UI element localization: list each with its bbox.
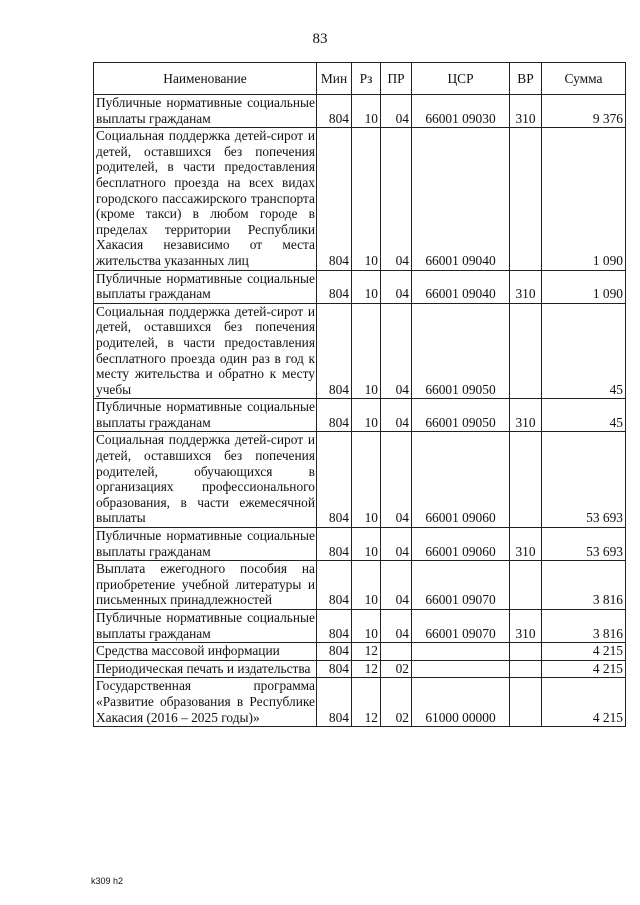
- row-rz: 10: [352, 610, 381, 643]
- row-rz: 10: [352, 270, 381, 303]
- row-pr: 04: [381, 128, 412, 270]
- row-sum: 53 693: [542, 432, 626, 528]
- document-code: k309 h2: [91, 876, 124, 886]
- row-csr: 66001 09030: [412, 95, 510, 128]
- row-rz: 10: [352, 561, 381, 610]
- row-name: Публичные нормативные социальные выплаты гражданам: [94, 399, 317, 432]
- budget-table: [93, 62, 626, 727]
- row-sum: 9 376: [542, 95, 626, 128]
- header-sum: Сумма: [542, 63, 626, 95]
- table-row: [94, 399, 626, 432]
- row-vr: [510, 128, 542, 270]
- table-row: [94, 610, 626, 643]
- row-pr: 04: [381, 399, 412, 432]
- row-vr: 310: [510, 95, 542, 128]
- row-sum: 53 693: [542, 528, 626, 561]
- row-min: 804: [317, 128, 352, 270]
- row-vr: [510, 678, 542, 727]
- row-min: 804: [317, 432, 352, 528]
- table-row: [94, 303, 626, 399]
- row-name: Публичные нормативные социальные выплаты гражданам: [94, 95, 317, 128]
- header-csr: ЦСР: [412, 63, 510, 95]
- row-name: Периодическая печать и издательства: [94, 660, 317, 678]
- header-rz: Рз: [352, 63, 381, 95]
- row-pr: 02: [381, 660, 412, 678]
- row-vr: [510, 303, 542, 399]
- row-vr: [510, 643, 542, 661]
- row-csr: 66001 09050: [412, 399, 510, 432]
- row-vr: 310: [510, 528, 542, 561]
- row-sum: 45: [542, 399, 626, 432]
- row-csr: [412, 660, 510, 678]
- row-min: 804: [317, 270, 352, 303]
- table-row: [94, 528, 626, 561]
- row-sum: 1 090: [542, 128, 626, 270]
- row-name: Государственная программа «Развитие образования в Республике Хакасия (2016 – 2025 годы)»: [94, 678, 317, 727]
- row-name: Средства массовой информации: [94, 643, 317, 661]
- row-csr: 66001 09060: [412, 432, 510, 528]
- table-row: [94, 95, 626, 128]
- row-vr: 310: [510, 399, 542, 432]
- row-sum: 45: [542, 303, 626, 399]
- header-name: Наименование: [94, 63, 317, 95]
- table-row: [94, 128, 626, 270]
- row-min: 804: [317, 643, 352, 661]
- row-min: 804: [317, 399, 352, 432]
- row-name: Социальная поддержка детей-сирот и детей, оставшихся без попечения родителей, в части предоставления бесплатного проезда на всех видах городского пассажирского транспорта (кроме такси) в любом городе в пределах территории Республики Хакасия независимо от места жительства указанных лиц: [94, 128, 317, 270]
- row-vr: 310: [510, 610, 542, 643]
- row-pr: 04: [381, 432, 412, 528]
- header-min: Мин: [317, 63, 352, 95]
- row-csr: 61000 00000: [412, 678, 510, 727]
- row-sum: 3 816: [542, 561, 626, 610]
- table-row: [94, 432, 626, 528]
- row-min: 804: [317, 561, 352, 610]
- row-csr: 66001 09070: [412, 561, 510, 610]
- table-row: [94, 678, 626, 727]
- row-csr: 66001 09040: [412, 270, 510, 303]
- row-rz: 12: [352, 660, 381, 678]
- row-csr: [412, 643, 510, 661]
- row-sum: 4 215: [542, 643, 626, 661]
- table-row: [94, 643, 626, 661]
- row-pr: 04: [381, 528, 412, 561]
- row-pr: 02: [381, 678, 412, 727]
- header-pr: ПР: [381, 63, 412, 95]
- row-name: Публичные нормативные социальные выплаты гражданам: [94, 528, 317, 561]
- table-header-row: [94, 63, 626, 95]
- row-pr: 04: [381, 610, 412, 643]
- row-pr: 04: [381, 561, 412, 610]
- row-rz: 10: [352, 432, 381, 528]
- row-pr: 04: [381, 95, 412, 128]
- row-vr: 310: [510, 270, 542, 303]
- row-pr: 04: [381, 303, 412, 399]
- row-pr: [381, 643, 412, 661]
- table-row: [94, 561, 626, 610]
- row-sum: 4 215: [542, 678, 626, 727]
- row-min: 804: [317, 610, 352, 643]
- row-vr: [510, 432, 542, 528]
- row-rz: 10: [352, 128, 381, 270]
- row-name: Социальная поддержка детей-сирот и детей, оставшихся без попечения родителей, обучающихся в организациях профессионального образования, в части ежемесячной выплаты: [94, 432, 317, 528]
- row-name: Публичные нормативные социальные выплаты гражданам: [94, 270, 317, 303]
- row-rz: 10: [352, 528, 381, 561]
- row-min: 804: [317, 528, 352, 561]
- row-rz: 10: [352, 95, 381, 128]
- row-rz: 12: [352, 678, 381, 727]
- row-min: 804: [317, 303, 352, 399]
- row-name: Публичные нормативные социальные выплаты гражданам: [94, 610, 317, 643]
- row-vr: [510, 660, 542, 678]
- row-sum: 4 215: [542, 660, 626, 678]
- row-min: 804: [317, 678, 352, 727]
- row-rz: 10: [352, 399, 381, 432]
- row-sum: 1 090: [542, 270, 626, 303]
- row-min: 804: [317, 95, 352, 128]
- page-number: 83: [312, 31, 328, 47]
- row-sum: 3 816: [542, 610, 626, 643]
- row-rz: 12: [352, 643, 381, 661]
- row-rz: 10: [352, 303, 381, 399]
- row-name: Выплата ежегодного пособия на приобретение учебной литературы и письменных принадлежностей: [94, 561, 317, 610]
- row-pr: 04: [381, 270, 412, 303]
- table-row: [94, 660, 626, 678]
- row-min: 804: [317, 660, 352, 678]
- row-name: Социальная поддержка детей-сирот и детей, оставшихся без попечения родителей, в части предоставления бесплатного проезда один раз в год к месту жительства и обратно к месту учебы: [94, 303, 317, 399]
- table-row: [94, 270, 626, 303]
- row-vr: [510, 561, 542, 610]
- header-vr: ВР: [510, 63, 542, 95]
- row-csr: 66001 09060: [412, 528, 510, 561]
- row-csr: 66001 09050: [412, 303, 510, 399]
- row-csr: 66001 09070: [412, 610, 510, 643]
- row-csr: 66001 09040: [412, 128, 510, 270]
